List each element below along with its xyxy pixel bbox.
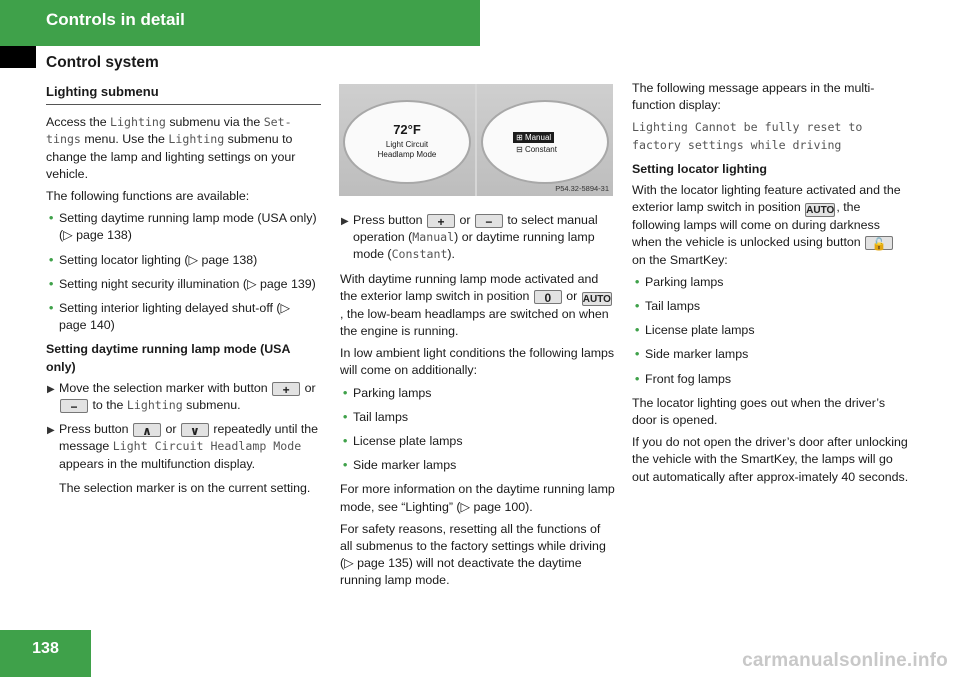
display-screen-right — [481, 100, 609, 184]
text-segment: ). — [447, 247, 455, 262]
locator-paragraph — [632, 182, 910, 269]
step-arrow-icon: ▶ — [47, 383, 55, 395]
daytime-lamp-heading: Setting daytime running lamp mode (USA only) — [46, 342, 290, 374]
display-text: Constant — [391, 247, 448, 262]
safety-paragraph: For safety reasons, resetting all the functions of all submenus to the factory settings while driving (▷ page 135) will not deactivate the daytime running lamp mode. — [340, 521, 606, 588]
display-text: Lighting — [126, 398, 183, 413]
display-line-2: Headlamp Mode — [377, 150, 437, 159]
display-panel-right — [477, 84, 613, 196]
display-text: Light Circuit Headlamp Mode — [112, 439, 302, 454]
text-segment: to the — [89, 398, 127, 413]
menu-option-manual: ⊞ Manual — [513, 132, 554, 143]
list-item: • Tail lamps — [340, 409, 615, 426]
display-line-1: Light Circuit — [385, 140, 429, 149]
column-left — [46, 80, 321, 504]
text-segment: Access the — [46, 115, 111, 130]
text-segment: to select manual operation ( — [353, 213, 598, 245]
button-key-icon: ∨ — [181, 423, 209, 437]
display-text: Lighting — [168, 132, 225, 147]
list-item: • Side marker lamps — [632, 346, 910, 363]
step-press-button — [46, 421, 321, 473]
chapter-header-bar — [0, 0, 480, 46]
display-text: Lighting — [110, 115, 166, 130]
button-key-icon: AUTO — [582, 293, 611, 305]
text-segment: Move the selection marker with button — [59, 380, 272, 395]
button-key-icon: − — [60, 399, 88, 413]
ambient-light-paragraph: In low ambient light conditions the following lamps will come on additionally: — [340, 346, 615, 378]
display-text: Manual — [412, 230, 455, 245]
step-arrow-icon: ▶ — [341, 216, 349, 227]
text-segment: on the SmartKey: — [632, 252, 728, 267]
list-item: • Setting daytime running lamp mode (USA only) (▷ page 138) — [46, 210, 321, 244]
list-item: • Setting locator lighting (▷ page 138) — [46, 252, 321, 269]
locator-lamps-list — [632, 274, 910, 388]
text-segment: Press button — [59, 422, 133, 437]
text-segment: repeatedly until the message — [59, 422, 319, 454]
text-segment: appears in the multifunction display. — [59, 456, 256, 471]
text-segment: or — [301, 380, 316, 395]
display-screen-left — [343, 100, 471, 184]
intro-paragraph — [46, 114, 321, 183]
section-title: Control system — [46, 54, 159, 71]
text-segment: With the locator lighting feature activated and the exterior lamp switch in position — [632, 183, 901, 215]
list-item: • License plate lamps — [632, 322, 910, 339]
button-key-icon: + — [272, 382, 300, 396]
multifunction-display-figure — [339, 84, 613, 196]
button-key-icon: + — [427, 214, 455, 228]
button-key-icon: 0 — [534, 290, 562, 304]
figure-code: P54.32-5894-31 — [555, 184, 609, 193]
text-segment: With daytime running lamp mode activated and the exterior lamp switch in position — [340, 271, 599, 303]
button-key-icon: ∧ — [133, 423, 161, 437]
daytime-activated-paragraph — [340, 271, 615, 341]
watermark-text: carmanualsonline.info — [742, 650, 948, 671]
step-move-marker — [46, 380, 321, 414]
text-segment: submenu to change the lamp and lighting settings on your vehicle. — [46, 132, 296, 181]
list-item: • Front fog lamps — [632, 371, 910, 388]
text-segment: ) or daytime running lamp mode ( — [353, 230, 595, 262]
message-intro: The following message appears in the multi-function display: — [632, 81, 875, 113]
list-item: • Parking lamps — [632, 274, 910, 291]
page-number: 138 — [32, 640, 59, 657]
chapter-title: Controls in detail — [46, 10, 185, 29]
button-key-icon: AUTO — [806, 205, 835, 217]
text-segment: , the low-beam headlamps are switched on when the engine is running. — [340, 306, 609, 339]
list-item: • Tail lamps — [632, 298, 910, 315]
text-segment: submenu. — [182, 398, 241, 413]
step-select-mode — [340, 212, 615, 264]
menu-option-constant: ⊟ Constant — [516, 145, 557, 154]
column-middle — [340, 212, 615, 595]
lighting-submenu-heading: Lighting submenu — [46, 83, 321, 105]
auto-off-paragraph: If you do not open the driver’s door after unlocking the vehicle with the SmartKey, the lamps will go out automatically after approx-imately 40 seconds. — [632, 435, 909, 484]
display-panel-left — [339, 84, 475, 196]
display-temperature: 72°F — [393, 122, 421, 137]
text-segment: or — [456, 213, 474, 227]
functions-intro: The following functions are available: — [46, 189, 250, 204]
more-info-paragraph: For more information on the daytime running lamp mode, see “Lighting” (▷ page 100). — [340, 482, 615, 514]
text-segment: or — [162, 422, 180, 437]
lamps-out-paragraph: The locator lighting goes out when the driver’s door is opened. — [632, 395, 886, 428]
text-segment: menu. Use the — [80, 132, 169, 147]
list-item: • License plate lamps — [340, 433, 615, 450]
text-segment: submenu via the — [165, 115, 264, 130]
list-item: • Side marker lamps — [340, 457, 615, 474]
page-number-box — [0, 630, 91, 677]
selection-marker-note: The selection marker is on the current setting. — [59, 480, 311, 495]
column-right — [632, 80, 910, 491]
button-key-icon: − — [475, 214, 503, 228]
display-text: Set-tings — [46, 115, 292, 147]
button-key-icon: 🔓 — [865, 236, 893, 250]
locator-lighting-heading: Setting locator lighting — [632, 161, 767, 176]
text-segment: , the following lamps will come on during darkness when the vehicle is unlocked using button — [632, 200, 880, 250]
list-item: • Setting interior lighting delayed shut-off (▷ page 140) — [46, 300, 321, 334]
additional-lamps-list — [340, 385, 615, 475]
text-segment: or — [562, 288, 581, 303]
list-item: • Setting night security illumination (▷ page 139) — [46, 276, 321, 293]
section-marker — [0, 46, 36, 68]
text-segment: Press button — [353, 213, 427, 227]
step-arrow-icon: ▶ — [47, 425, 55, 437]
functions-list — [46, 210, 321, 334]
list-item: • Parking lamps — [340, 385, 615, 402]
display-message: Lighting Cannot be fully reset to factory settings while driving — [632, 120, 863, 152]
